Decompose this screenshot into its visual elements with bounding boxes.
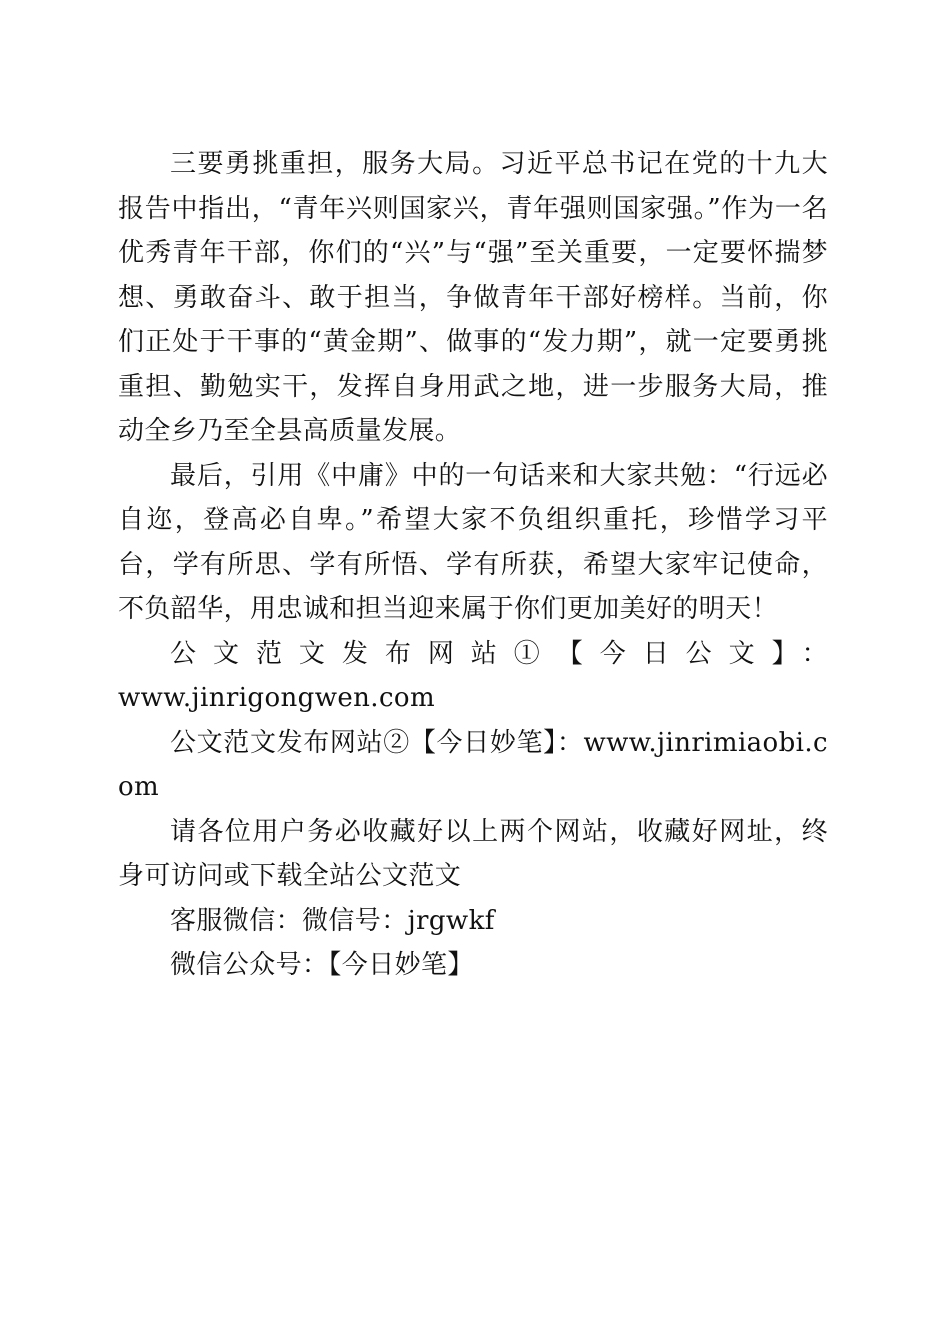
site2-line: 公文范文发布网站②【今日妙笔】：www.jinrimiaobi.com (118, 727, 828, 802)
paragraph-closing: 最后，引用《中庸》中的一句话来和大家共勉：“行远必自迩，登高必自卑。”希望大家不负组织重托，珍惜学习平台，学有所思、学有所悟、学有所获，希望大家牢记使命，不负韶华，用忠诚和担当迎来属于你们更加美好的明天！ (118, 460, 828, 624)
site1-url-line (118, 676, 828, 721)
document-body (118, 142, 828, 988)
site1-line (118, 632, 828, 677)
paragraph-duty: 三要勇挑重担，服务大局。习近平总书记在党的十九大报告中指出，“青年兴则国家兴，青年强则国家强。”作为一名优秀青年干部，你们的“兴”与“强”至关重要，一定要怀揣梦想、勇敢奋斗、敢于担当，争做青年干部好榜样。当前，你们正处于干事的“黄金期”、做事的“发力期”，就一定要勇挑重担、勤勉实干，发挥自身用武之地，进一步服务大局，推动全乡乃至全县高质量发展。 (118, 149, 828, 446)
notice-paragraph: 请各位用户务必收藏好以上两个网站，收藏好网址，终身可访问或下载全站公文范文 (118, 816, 828, 891)
site1-label: 公文范文发布网站①【今日公文】： (170, 638, 828, 669)
wechat-public-account: 微信公众号：【今日妙笔】 (170, 950, 474, 980)
wechat-service: 客服微信：微信号：jrgwkf (170, 905, 495, 936)
site1-url: www.jinrigongwen.com (118, 683, 436, 713)
